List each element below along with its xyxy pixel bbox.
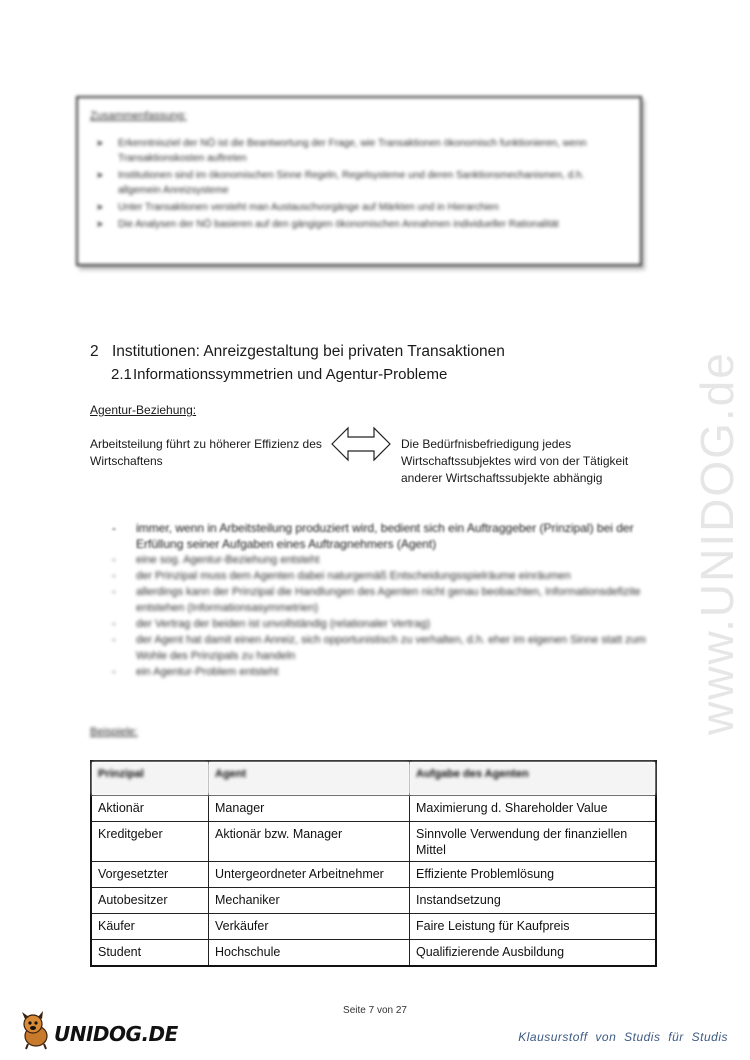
logo-text: UNIDOG.DE	[54, 1022, 178, 1046]
header-agent: Agent	[209, 761, 410, 796]
summary-item: ➤ Unter Transaktionen versteht man Austauschvorgänge auf Märkten und in Hierarchien	[118, 200, 626, 215]
cell-aufgabe: Faire Leistung für Kaufpreis	[410, 914, 657, 940]
section-heading	[90, 343, 505, 361]
summary-heading: Zusammenfassung:	[90, 110, 187, 122]
section-title: Institutionen: Anreizgestaltung bei privaten Transaktionen	[112, 343, 505, 360]
cell-agent: Aktionär bzw. Manager	[209, 822, 410, 862]
double-arrow-icon	[330, 425, 392, 463]
unidog-logo[interactable]	[18, 1010, 178, 1050]
header-prinzipal: Prinzipal	[91, 761, 209, 796]
bullet-item: - immer, wenn in Arbeitsteilung produziert wird, bedient sich ein Auftraggeber (Prinzipal) bei der Erfüllung seiner Aufgaben eines Auftragnehmers (Agent)	[112, 520, 660, 552]
cell-prinzipal: Autobesitzer	[91, 888, 209, 914]
cell-aufgabe: Sinnvolle Verwendung der finanziellen Mittel	[410, 822, 657, 862]
summary-box	[76, 96, 642, 266]
cell-aufgabe: Qualifizierende Ausbildung	[410, 940, 657, 967]
subsection-heading	[111, 366, 447, 383]
cell-aufgabe: Effiziente Problemlösung	[410, 862, 657, 888]
header-aufgabe: Aufgabe des Agenten	[410, 761, 657, 796]
summary-item: ➤ Erkenntnisziel der NÖ ist die Beantwortung der Frage, wie Transaktionen ökonomisch funktionieren, wenn Transaktionskosten auftreten	[118, 136, 626, 166]
cell-agent: Untergeordneter Arbeitnehmer	[209, 862, 410, 888]
bullet-item: - der Vertrag der beiden ist unvollständig (relationaler Vertrag)	[112, 616, 660, 632]
cell-prinzipal: Käufer	[91, 914, 209, 940]
cell-prinzipal: Student	[91, 940, 209, 967]
watermark: www.UNIDOG.de	[691, 351, 743, 735]
summary-item: ➤ Die Analysen der NÖ basieren auf den gängigen ökonomischen Annahmen individueller Rationalität	[118, 217, 626, 232]
cell-prinzipal: Aktionär	[91, 796, 209, 822]
bullet-item: - der Agent hat damit einen Anreiz, sich opportunistisch zu verhalten, d.h. eher im eigenen Sinne statt zum Wohle des Prinzipals zu handeln	[112, 632, 660, 664]
summary-list	[90, 136, 626, 232]
cell-agent: Verkäufer	[209, 914, 410, 940]
footer-claim: Klausurstoff von Studis für Studis	[518, 1030, 728, 1044]
section-number: 2	[90, 343, 99, 360]
bullet-item: - der Prinzipal muss dem Agenten dabei naturgemäß Entscheidungsspielräume einräumen	[112, 568, 660, 584]
table-header-row	[91, 761, 656, 796]
cell-aufgabe: Maximierung d. Shareholder Value	[410, 796, 657, 822]
cell-aufgabe: Instandsetzung	[410, 888, 657, 914]
subsection-number: 2.1	[111, 366, 132, 383]
cell-agent: Manager	[209, 796, 410, 822]
beispiele-label: Beispiele:	[90, 726, 138, 738]
bullet-item: - allerdings kann der Prinzipal die Handlungen des Agenten nicht genau beobachten, Informationsdefizite entstehen (Informationsasymmetrien)	[112, 584, 660, 616]
table-row	[91, 888, 656, 914]
table-row	[91, 796, 656, 822]
agentur-label: Agentur-Beziehung:	[90, 403, 197, 417]
summary-item: ➤ Institutionen sind im ökonomischen Sinne Regeln, Regelsysteme und deren Sanktionsmechanismen, d.h. allgemein Anreizsysteme	[118, 168, 626, 198]
bullet-item: - ein Agentur-Problem entsteht	[112, 664, 660, 680]
table-row	[91, 914, 656, 940]
subsection-title: Informationssymmetrien und Agentur-Probleme	[133, 366, 448, 383]
table-row	[91, 940, 656, 967]
table-row	[91, 822, 656, 862]
left-statement: Arbeitsteilung führt zu höherer Effizienz des Wirtschaftens	[90, 437, 322, 468]
cell-prinzipal: Vorgesetzter	[91, 862, 209, 888]
dog-icon	[18, 1010, 54, 1050]
bullet-item: - eine sog. Agentur-Beziehung entsteht	[112, 552, 660, 568]
page-number: Seite 7 von 27	[343, 1005, 407, 1016]
cell-agent: Hochschule	[209, 940, 410, 967]
example-table	[90, 760, 657, 967]
right-statement: Die Bedürfnisbefriedigung jedes Wirtschaftssubjektes wird von der Tätigkeit anderer Wirtschaftssubjekte abhängig	[401, 437, 629, 485]
agentur-bullet-list	[112, 520, 660, 680]
cell-prinzipal: Kreditgeber	[91, 822, 209, 862]
table-row	[91, 862, 656, 888]
cell-agent: Mechaniker	[209, 888, 410, 914]
